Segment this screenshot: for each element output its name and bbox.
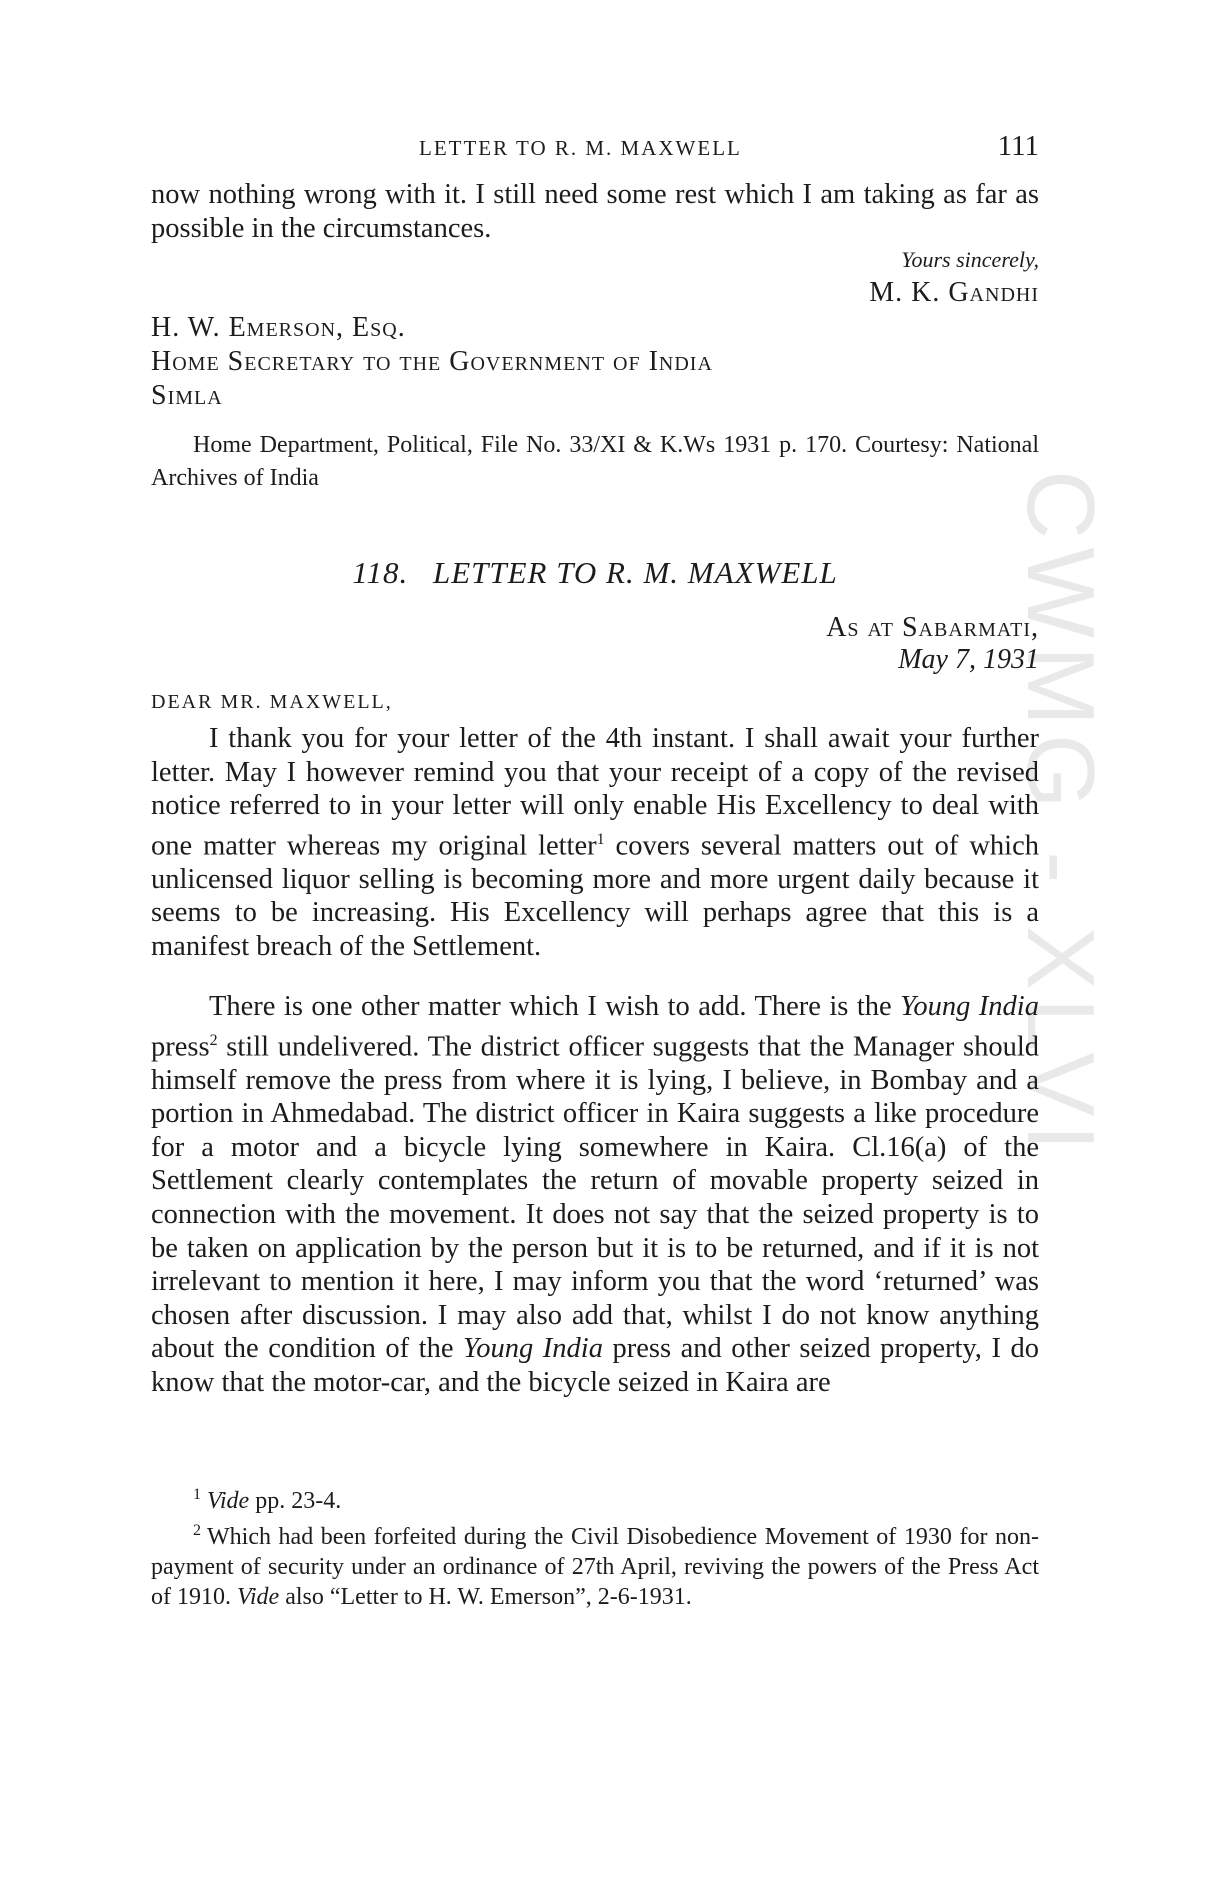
addressee-line: Simla <box>151 380 223 411</box>
footnote-1: $^1$ Vide pp. 23-4. <box>193 1486 342 1514</box>
place: As at Sabarmati, <box>826 612 1039 643</box>
body-paragraph-2: There is one other matter which I wish to add. There is the Young India press$^2$ still undelivered. The district officer suggests that the Manager should himself remove the press from where it is lying, I believe, in Bombay and a portion in Ahmedabad. The district officer in Kaira suggests a like procedure for a motor and a bicycle lying somewhere in Kaira. Cl.16(a) of the Settlement clearly contemplates the return of movable property seized in connection with the movement. It does not say that the seized property is to be taken on application by the person but it is to be returned, and if it is not irrelevant to mention it here, I may inform you that the word ‘returned’ was chosen after discussion. I may also add that, whilst I do not know anything about the condition of the Young India press and other seized property, I do know that the motor-car, and the bicycle seized in Kaira are <box>151 991 1039 1399</box>
source-note: Home Department, Political, File No. 33/XI & K.Ws 1931 p. 170. Courtesy: National Archives of India <box>151 432 1039 491</box>
addressee-block <box>151 311 1039 413</box>
footnote-2: $^2$ Which had been forfeited during the Civil Disobedience Movement of 1930 for non-payment of security under an ordinance of 27th April, reviving the powers of the Press Act of 1910. Vide also “Letter to H. W. Emerson”, 2-6-1931. <box>151 1522 1039 1610</box>
sign-off <box>869 247 1039 309</box>
previous-letter-continuation: now nothing wrong with it. I still need some rest which I am taking as far as possible in the circumstances. <box>151 179 1039 244</box>
document-title <box>151 555 1039 591</box>
place-date <box>826 612 1039 676</box>
signature: M. K. Gandhi <box>869 277 1039 308</box>
date: May 7, 1931 <box>898 644 1039 675</box>
page <box>151 0 1039 1890</box>
watermark: CWMG - XLVI <box>1007 470 1114 1159</box>
footnote-ref-2: 2 <box>209 1031 218 1049</box>
document-heading: LETTER TO R. M. MAXWELL <box>432 555 838 590</box>
salutation: DEAR MR. MAXWELL, <box>151 691 393 713</box>
footnote-ref-1: 1 <box>596 830 605 848</box>
footnotes <box>151 1480 1039 1612</box>
page-number: 111 <box>997 130 1039 162</box>
closing: Yours sincerely, <box>901 247 1039 272</box>
addressee-line: H. W. Emerson, Esq. <box>151 312 406 343</box>
document-number: 118. <box>352 555 409 590</box>
addressee-line: Home Secretary to the Government of India <box>151 346 713 377</box>
running-header: LETTER TO R. M. MAXWELL <box>419 136 742 160</box>
body-paragraph-1: I thank you for your letter of the 4th instant. I shall await your further letter. May I however remind you that your receipt of a copy of the revised notice referred to in your letter will only enable His Excellency to deal with one matter whereas my original letter$^1$ covers several matters out of which unlicensed liquor selling is becoming more and more urgent daily because it seems to be increasing. His Excellency will perhaps agree that this is a manifest breach of the Settlement. <box>151 723 1040 963</box>
